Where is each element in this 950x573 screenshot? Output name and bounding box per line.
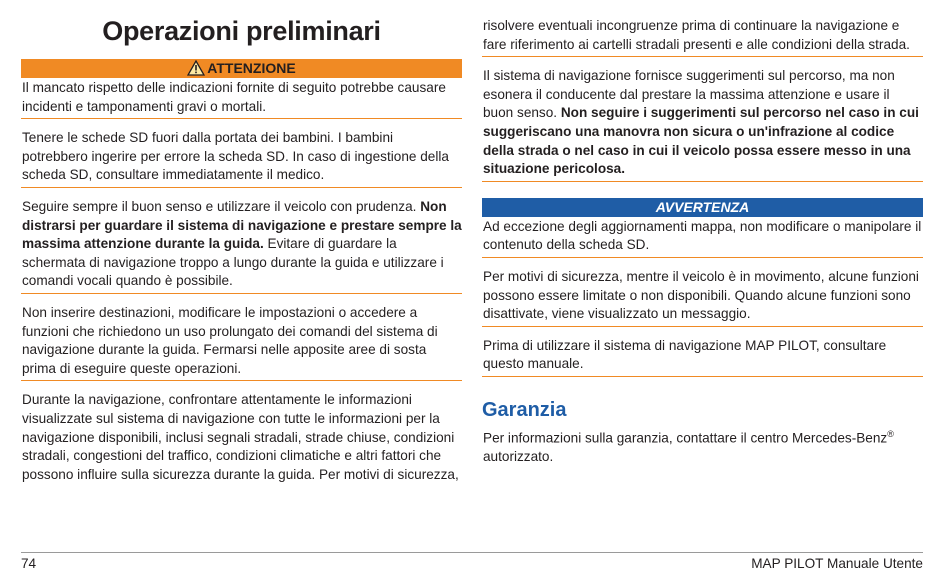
- section-heading-warranty: Garanzia: [482, 398, 567, 421]
- notice-text: Ad eccezione degli aggiornamenti mappa, non modificare o manipolare il contenuto della scheda SD.: [482, 217, 923, 258]
- manual-title: MAP PILOT Manuale Utente: [751, 556, 923, 571]
- paragraph-sd-children: Tenere le schede SD fuori dalla portata dei bambini. I bambini potrebbero ingerire per errore la scheda SD. In caso di ingestione della scheda SD, consultare immediatamente il medico.: [21, 129, 462, 188]
- notice-banner: AVVERTENZA: [482, 198, 923, 217]
- paragraph-warranty: Per informazioni sulla garanzia, contattare il centro Mercedes-Benz® autorizzato.: [483, 428, 894, 465]
- page-number: 74: [21, 556, 37, 571]
- paragraph-common-sense: Seguire sempre il buon senso e utilizzare il veicolo con prudenza. Non distrarsi per guardare il sistema di navigazione e prestare sempre la massima attenzione durante la guida. Evitare di guardare la schermata di navigazione troppo a lungo durante la guida e utilizzare i comandi vocali quando è possibile.: [21, 198, 462, 294]
- paragraph-compare-info: Durante la navigazione, confrontare attentamente le informazioni visualizzate sul sistema di navigazione con tutte le informazioni per la navigazione disponibili, inclusi segnali stradali, strade chiuse, condizioni stradali, congestioni del traffico, condizioni climatiche e altri fattori che possono influire sulla sicurezza durante la guida. Per motivi di sicurezza,: [22, 392, 459, 482]
- warning-triangle-icon: [187, 60, 205, 81]
- warning-banner: [21, 59, 462, 78]
- paragraph-functions-limited: Per motivi di sicurezza, mentre il veicolo è in movimento, alcune funzioni possono essere limitate o non disponibili. Quando alcune funzioni sono disattivate, viene visualizzato un messaggio.: [482, 268, 923, 327]
- paragraph-no-destinations: Non inserire destinazioni, modificare le impostazioni o accedere a funzioni che richiedono un uso prolungato dei comandi del sistema di navigazione durante la guida. Fermarsi nelle apposite aree di sosta prima di eseguire queste operazioni.: [21, 304, 462, 381]
- warning-label: ATTENZIONE: [207, 60, 296, 76]
- footer-divider: [21, 552, 923, 553]
- warning-text: Il mancato rispetto delle indicazioni fornite di seguito potrebbe causare incidenti e tamponamenti gravi o mortali.: [21, 78, 462, 119]
- paragraph-route-suggestions: Il sistema di navigazione fornisce suggerimenti sul percorso, ma non esonera il conducente dal prestare la massima attenzione e usare il buon senso. Non seguire i suggerimenti sul percorso nel caso in cui suggeriscano una manovra non sicura o un'infrazione al codice della strada o nel caso in cui il veicolo possa essere messo in una situazione pericolosa.: [482, 67, 923, 182]
- paragraph-read-manual: Prima di utilizzare il sistema di navigazione MAP PILOT, consultare questo manuale.: [482, 337, 923, 377]
- paragraph-compare-info-continued: risolvere eventuali incongruenze prima di continuare la navigazione e fare riferimento ai cartelli stradali presenti e alle condizioni della strada.: [482, 17, 923, 57]
- page-title: Operazioni preliminari: [102, 16, 381, 46]
